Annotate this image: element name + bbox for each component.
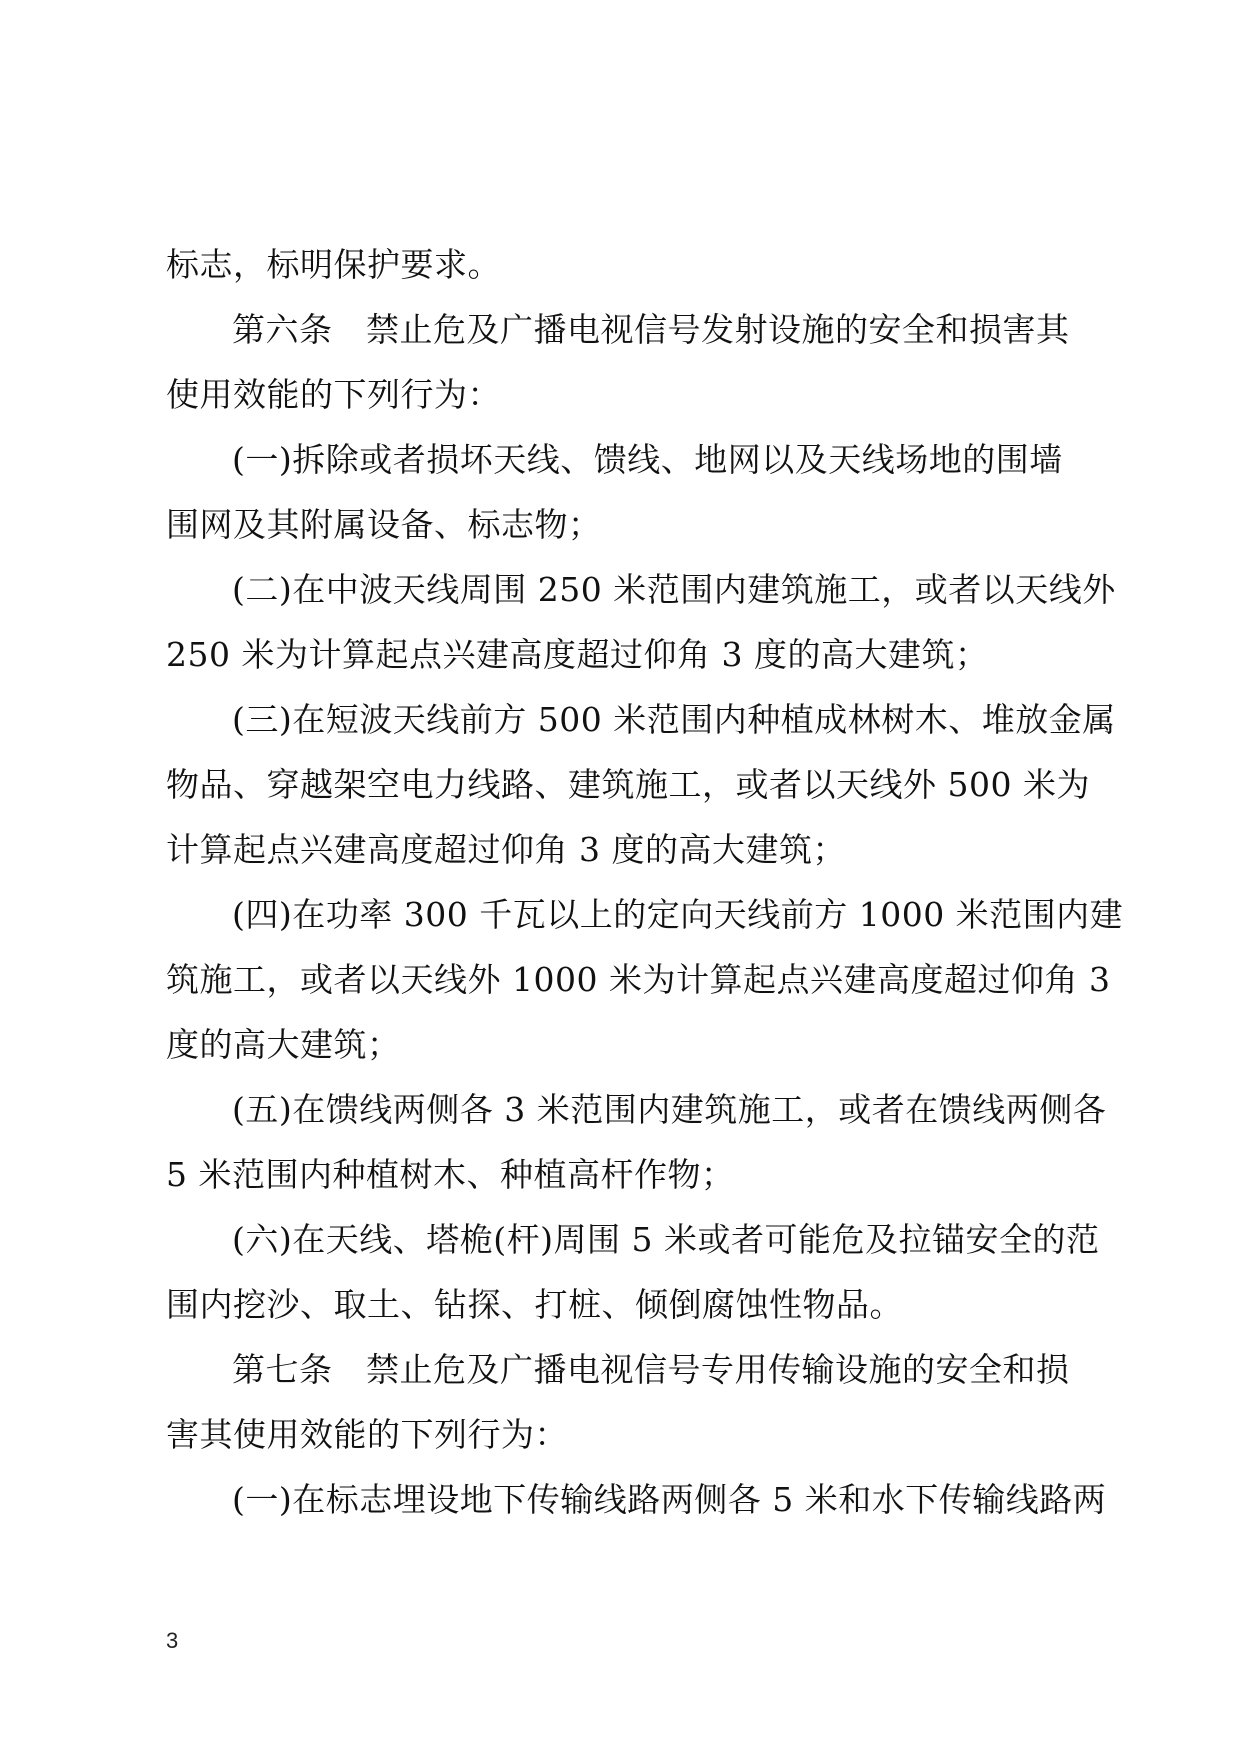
document-body [166, 232, 1124, 1532]
page-number: 3 [166, 1628, 179, 1653]
clause-item: (一)在标志埋设地下传输线路两侧各 5 米和水下传输线路两 [232, 1480, 1107, 1519]
text-line: 物品、穿越架空电力线路、建筑施工，或者以天线外 500 米为 [166, 765, 1090, 804]
text-line: 围内挖沙、取土、钻探、打桩、倾倒腐蚀性物品。 [166, 1285, 903, 1324]
clause-item: (六)在天线、塔桅(杆)周围 5 米或者可能危及拉锚安全的范 [232, 1220, 1100, 1259]
clause-item: (一)拆除或者损坏天线、馈线、地网以及天线场地的围墙 [232, 440, 1063, 479]
text-line: 标志，标明保护要求。 [166, 245, 501, 284]
text-line: 250 米为计算起点兴建高度超过仰角 3 度的高大建筑； [166, 635, 989, 674]
clause-item: (三)在短波天线前方 500 米范围内种植成林树木、堆放金属 [232, 700, 1116, 739]
text-line: 计算起点兴建高度超过仰角 3 度的高大建筑； [166, 830, 846, 869]
text-line: 害其使用效能的下列行为： [166, 1415, 568, 1454]
text-line: 度的高大建筑； [166, 1025, 401, 1064]
clause-item: (五)在馈线两侧各 3 米范围内建筑施工，或者在馈线两侧各 [232, 1090, 1107, 1129]
text-line: 使用效能的下列行为： [166, 375, 501, 414]
text-line: 围网及其附属设备、标志物； [166, 505, 602, 544]
text-line: 5 米范围内种植树木、种植高杆作物； [166, 1155, 735, 1194]
clause-item: (四)在功率 300 千瓦以上的定向天线前方 1000 米范围内建 [232, 895, 1124, 934]
article-7-heading: 第七条 禁止危及广播电视信号专用传输设施的安全和损 [232, 1350, 1070, 1389]
text-line: 筑施工，或者以天线外 1000 米为计算起点兴建高度超过仰角 3 [166, 960, 1111, 999]
clause-item: (二)在中波天线周围 250 米范围内建筑施工，或者以天线外 [232, 570, 1116, 609]
article-6-heading: 第六条 禁止危及广播电视信号发射设施的安全和损害其 [232, 310, 1070, 349]
